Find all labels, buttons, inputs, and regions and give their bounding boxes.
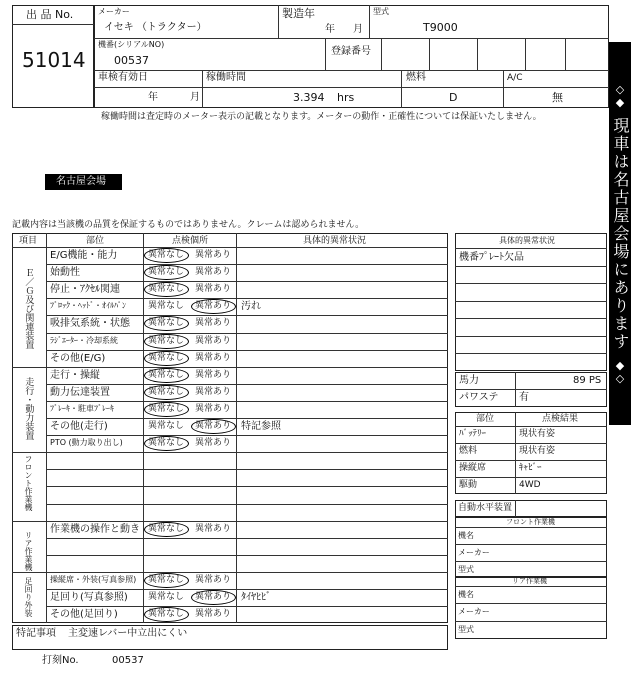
result-value: ｷｬﾋﾞｰ xyxy=(519,463,542,473)
row-part: E/G機能・能力 xyxy=(50,250,118,261)
inspection-year: 年 xyxy=(148,92,158,103)
group-front: フロント作業機 xyxy=(24,455,33,511)
lot-number: 51014 xyxy=(22,48,86,72)
check-normal: 異常なし xyxy=(148,318,185,328)
front-maker-label: メーカー xyxy=(458,548,490,557)
location-sidebar xyxy=(609,42,631,425)
front-implement-box xyxy=(455,517,607,577)
result-value: 4WD xyxy=(519,480,541,490)
head-item: 項目 xyxy=(19,236,38,246)
inspection-label: 車検有効日 xyxy=(98,72,148,83)
circle-normal-mark xyxy=(144,334,189,349)
row-part: その他(足回り) xyxy=(50,609,118,620)
head-detail: 具体的異常状況 xyxy=(303,236,367,246)
row-part: その他(E/G) xyxy=(50,353,106,364)
right-detail-head: 具体的異常状況 xyxy=(499,236,555,245)
circle-normal-mark xyxy=(144,436,189,451)
front-model-label: 型式 xyxy=(458,565,474,574)
serial-label: 機番(シリアルNO) xyxy=(98,40,165,49)
row-part: PTO (動力取り出し) xyxy=(50,438,123,447)
check-abnormal: 異常あり xyxy=(195,438,232,448)
rear-name-label: 機名 xyxy=(458,590,474,599)
check-normal: 異常なし xyxy=(148,267,185,277)
result-label: 操縦席 xyxy=(459,463,487,473)
hours-note: 稼働時間は査定時のメーター表示の記載となります。メーターの動作・正確性については保証いたしません。 xyxy=(101,112,542,122)
check-abnormal: 異常あり xyxy=(195,575,232,585)
results-result-head: 点検結果 xyxy=(542,414,579,424)
circle-normal-mark xyxy=(144,282,189,297)
row-part: 走行・操縦 xyxy=(50,370,100,381)
result-value: 現状有姿 xyxy=(519,429,556,439)
fuel-label: 燃料 xyxy=(406,72,426,83)
venue-badge-label: 名古屋会場 xyxy=(56,176,106,187)
ac-label: A/C xyxy=(507,73,523,83)
serial-value: 00537 xyxy=(114,54,149,67)
front-implement-head: フロント作業機 xyxy=(506,518,555,526)
check-normal: 異常なし xyxy=(148,575,185,585)
row-part: 操縦席・外装(写真参照) xyxy=(50,575,137,584)
row-part: 作業機の操作と動き xyxy=(50,524,140,535)
group-drive: 走行・動力装置 xyxy=(23,377,34,440)
special-label: 特記事項 xyxy=(16,628,56,639)
circle-normal-mark xyxy=(144,607,189,622)
check-normal: 異常なし xyxy=(148,421,185,431)
power-value: 89 PS xyxy=(573,375,602,386)
group-eg: Ｅ／Ｇ及び関連装置 xyxy=(23,268,34,349)
check-normal: 異常なし xyxy=(148,592,185,602)
head-part: 部位 xyxy=(86,236,105,246)
sidebar-text: 現車は名古屋会場にあります xyxy=(611,116,630,351)
model-label: 型式 xyxy=(373,7,389,16)
maker-label: メーカー xyxy=(98,7,130,16)
check-abnormal: 異常あり xyxy=(195,336,232,346)
stamp-value: 00537 xyxy=(112,655,144,666)
row-part: 足回り(写真参照) xyxy=(50,592,128,603)
check-abnormal: 異常あり xyxy=(195,353,232,363)
circle-normal-mark xyxy=(144,402,189,417)
power-steering-value: 有 xyxy=(519,392,529,403)
check-abnormal: 異常あり xyxy=(195,524,232,534)
stamp-label: 打刻No. xyxy=(42,655,79,666)
check-abnormal: 異常あり xyxy=(195,421,232,431)
check-abnormal: 異常あり xyxy=(195,404,232,414)
row-part: 始動性 xyxy=(50,267,80,278)
check-abnormal: 異常あり xyxy=(195,250,232,260)
front-name-label: 機名 xyxy=(458,531,474,540)
circle-abnormal-mark xyxy=(191,590,236,605)
month-unit: 月 xyxy=(353,24,363,35)
check-normal: 異常なし xyxy=(148,336,185,346)
hours-label: 稼働時間 xyxy=(206,72,246,83)
check-normal: 異常なし xyxy=(148,250,185,260)
check-abnormal: 異常あり xyxy=(195,318,232,328)
row-detail: ﾀｲﾔﾋﾋﾞ xyxy=(241,592,271,603)
circle-normal-mark xyxy=(144,573,189,588)
head-check: 点検個所 xyxy=(172,236,209,246)
circle-normal-mark xyxy=(144,522,189,537)
check-normal: 異常なし xyxy=(148,370,185,380)
fuel-value: D xyxy=(449,91,458,104)
circle-abnormal-mark xyxy=(191,419,236,434)
row-part: 停止・ｱｸｾﾙ関連 xyxy=(50,284,120,295)
sidebar-bottom-mark: ◆◇ xyxy=(613,358,627,385)
result-label: ﾊﾞｯﾃﾘｰ xyxy=(459,429,487,439)
results-part-head: 部位 xyxy=(476,414,495,424)
hours-value: 3.394 xyxy=(293,91,325,104)
result-label: 燃料 xyxy=(459,446,478,456)
row-part: その他(走行) xyxy=(50,421,108,432)
check-normal: 異常なし xyxy=(148,609,185,619)
check-normal: 異常なし xyxy=(148,301,185,311)
model-value: T9000 xyxy=(423,21,458,34)
row-part: 動力伝達装置 xyxy=(50,387,110,398)
check-normal: 異常なし xyxy=(148,404,185,414)
lot-label: 出 品 No. xyxy=(26,8,74,21)
row-part: ﾌﾞﾚｰｷ・駐車ﾌﾞﾚｰｷ xyxy=(50,404,114,413)
check-abnormal: 異常あり xyxy=(195,370,232,380)
circle-normal-mark xyxy=(144,248,189,263)
disclaimer: 記載内容は当該機の品質を保証するものではありません。クレームは認められません。 xyxy=(12,220,365,230)
check-normal: 異常なし xyxy=(148,284,185,294)
rear-maker-label: メーカー xyxy=(458,607,490,616)
year-unit: 年 xyxy=(325,24,335,35)
group-undercarriage: 足回り外装 xyxy=(24,577,33,617)
hours-unit: hrs xyxy=(337,91,355,104)
circle-abnormal-mark xyxy=(191,299,236,314)
check-abnormal: 異常あり xyxy=(195,592,232,602)
result-label: 駆動 xyxy=(459,480,478,490)
auto-level-label: 自動水平装置 xyxy=(458,503,513,513)
rear-model-label: 型式 xyxy=(458,625,474,634)
row-detail: 特記参照 xyxy=(241,421,281,432)
maker-value: イセキ （トラクター） xyxy=(104,22,207,33)
group-rear: リア作業機 xyxy=(24,531,33,571)
special-value: 主変速レバー中立出にくい xyxy=(68,628,188,639)
right-detail-first: 機番ﾌﾟﾚｰﾄ欠品 xyxy=(459,252,524,263)
circle-normal-mark xyxy=(144,385,189,400)
power-steering-label: パワステ xyxy=(459,392,499,403)
ac-value: 無 xyxy=(552,91,563,104)
check-abnormal: 異常あり xyxy=(195,387,232,397)
row-part: ﾗｼﾞｴｰﾀｰ・冷却系統 xyxy=(50,336,118,345)
year-label: 製造年 xyxy=(282,7,315,20)
check-normal: 異常なし xyxy=(148,438,185,448)
check-normal: 異常なし xyxy=(148,353,185,363)
check-abnormal: 異常あり xyxy=(195,301,232,311)
registration-label: 登録番号 xyxy=(331,46,371,57)
check-normal: 異常なし xyxy=(148,387,185,397)
circle-normal-mark xyxy=(144,368,189,383)
circle-normal-mark xyxy=(144,265,189,280)
row-part: 吸排気系統・状態 xyxy=(50,318,130,329)
check-abnormal: 異常あり xyxy=(195,609,232,619)
check-abnormal: 異常あり xyxy=(195,267,232,277)
inspection-month: 月 xyxy=(190,92,200,103)
row-detail: 汚れ xyxy=(241,301,261,312)
check-abnormal: 異常あり xyxy=(195,284,232,294)
circle-normal-mark xyxy=(144,316,189,331)
sidebar-top-mark: ◇◆ xyxy=(613,82,627,109)
power-label: 馬力 xyxy=(459,375,479,386)
check-normal: 異常なし xyxy=(148,524,185,534)
result-value: 現状有姿 xyxy=(519,446,556,456)
circle-normal-mark xyxy=(144,351,189,366)
rear-implement-head: リア作業機 xyxy=(512,577,547,585)
row-part: ﾌﾞﾛｯｸ・ﾍｯﾄﾞ・ｵｲﾙﾊﾟﾝ xyxy=(50,301,126,310)
